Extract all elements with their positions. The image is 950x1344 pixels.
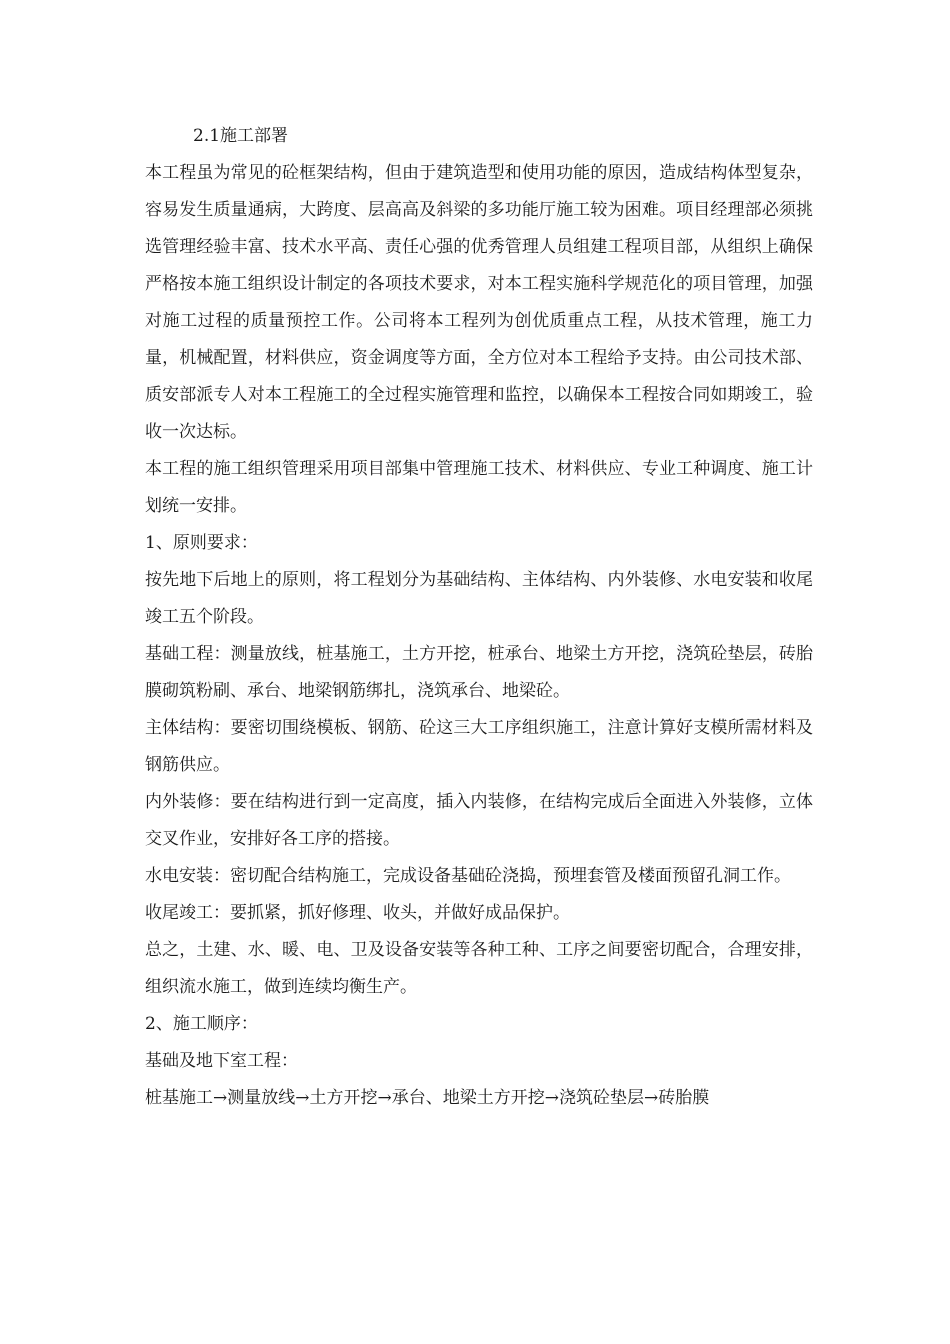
subheading-principles: 1、原则要求： bbox=[145, 533, 258, 553]
paragraph-summary: 总之，土建、水、暖、电、卫及设备安装等各种工种、工序之间要密切配合，合理安排，组织流水施工，做到连续均衡生产。 bbox=[145, 940, 813, 997]
subheading-sequence: 2、施工顺序： bbox=[145, 1014, 258, 1034]
document-body bbox=[145, 118, 813, 1117]
paragraph-decoration: 内外装修：要在结构进行到一定高度，插入内装修，在结构完成后全面进入外装修，立体交叉作业，安排好各工序的搭接。 bbox=[145, 792, 813, 849]
paragraph-management: 本工程的施工组织管理采用项目部集中管理施工技术、材料供应、专业工种调度、施工计划统一安排。 bbox=[145, 459, 813, 516]
paragraph-main-structure: 主体结构：要密切围绕模板、钢筋、砼这三大工序组织施工，注意计算好支模所需材料及钢筋供应。 bbox=[145, 718, 813, 775]
paragraph-sequence-flow: 桩基施工→测量放线→土方开挖→承台、地梁土方开挖→浇筑砼垫层→砖胎膜 bbox=[145, 1088, 710, 1108]
section-heading: 2.1施工部署 bbox=[193, 126, 289, 146]
paragraph-mep-installation: 水电安装：密切配合结构施工，完成设备基础砼浇捣，预埋套管及楼面预留孔洞工作。 bbox=[145, 866, 791, 886]
paragraph-basement-title: 基础及地下室工程： bbox=[145, 1051, 298, 1071]
paragraph-overview: 本工程虽为常见的砼框架结构，但由于建筑造型和使用功能的原因，造成结构体型复杂，容易发生质量通病，大跨度、层高高及斜梁的多功能厅施工较为困难。项目经理部必须挑选管理经验丰富、技术水平高、责任心强的优秀管理人员组建工程项目部，从组织上确保严格按本施工组织设计制定的各项技术要求，对本工程实施科学规范化的项目管理，加强对施工过程的质量预控工作。公司将本工程列为创优质重点工程，从技术管理，施工力量，机械配置，材料供应，资金调度等方面，全方位对本工程给予支持。由公司技术部、质安部派专人对本工程施工的全过程实施管理和监控，以确保本工程按合同如期竣工，验收一次达标。 bbox=[145, 163, 813, 442]
paragraph-completion: 收尾竣工：要抓紧，抓好修理、收头，并做好成品保护。 bbox=[145, 903, 570, 923]
paragraph-stages: 按先地下后地上的原则，将工程划分为基础结构、主体结构、内外装修、水电安装和收尾竣工五个阶段。 bbox=[145, 570, 813, 627]
paragraph-foundation: 基础工程：测量放线，桩基施工，土方开挖，桩承台、地梁土方开挖，浇筑砼垫层，砖胎膜砌筑粉刷、承台、地梁钢筋绑扎，浇筑承台、地梁砼。 bbox=[145, 644, 813, 701]
